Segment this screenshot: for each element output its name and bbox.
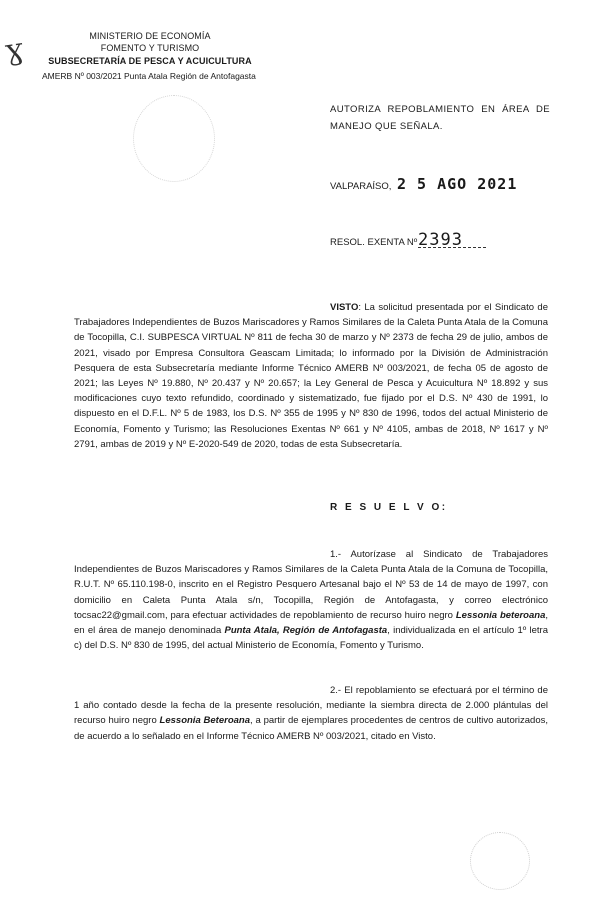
point2-text-b: , a partir de ejemplares procedentes de centros de cultivo autorizados, de acuerdo a lo señalado en el Informe Técnico AMERB Nº 003/2021, citado en Visto. xyxy=(74,715,548,742)
point1-text-a: 1.- Autorízase al Sindicato de Trabajadores Independientes de Buzos Mariscadores y Ramos Similares de la Caleta Punta Atala de la Comuna de Tocopilla, R.U.T. Nº 65.110.198-0, inscrito en el Registro Pesquero Artesanal bajo el Nº 53 de 14 de mayo de 1997, con domicilio en Caleta Punta Atala s/n, Tocopilla, Región de Antofagasta, y correo electrónico tocsac22@gmail.com, para efectuar actividades de repoblamiento de recurso huiro negro xyxy=(74,549,548,621)
point2-species: Lessonia Beteroana xyxy=(159,715,251,727)
faint-stamp-seal xyxy=(133,95,215,182)
resolution-number: 2393 xyxy=(418,230,463,250)
point1-text-b: , en el área de manejo denominada xyxy=(74,609,548,637)
subsecretariat-name: SUBSECRETARÍA DE PESCA Y ACUICULTURA xyxy=(48,56,252,66)
resolution-point-2 xyxy=(74,683,548,744)
faint-stamp-bottom xyxy=(470,832,530,890)
point2-text-a: 2.- El repoblamiento se efectuará por el término de 1 año contado desde la fecha de la presente resolución, mediante la siembra directa de 2.000 plántulas del recurso huiro negro xyxy=(74,685,548,727)
resolution-number-underline xyxy=(418,247,486,248)
point1-area: Punta Atala, Región de Antofagasta xyxy=(224,625,388,637)
visto-paragraph xyxy=(74,300,548,452)
resolution-date: 2 5 AGO 2021 xyxy=(397,175,518,193)
ministry-name: MINISTERIO DE ECONOMÍA xyxy=(89,31,211,41)
document-reference: AMERB Nº 003/2021 Punta Atala Región de Antofagasta xyxy=(42,71,256,81)
visto-keyword: VISTO xyxy=(330,302,359,313)
ministry-subname: FOMENTO Y TURISMO xyxy=(100,43,200,53)
visto-text: : La solicitud presentada por el Sindicato de Trabajadores Independientes de Buzos Mariscadores y Ramos Similares de la Caleta Punta Atala de la Comuna de Tocopilla, C.I. SUBPESCA VIRTUAL Nº 811 de fecha 30 de marzo y Nº 2373 de fecha 29 de julio, ambos de 2021, visado por Empresa Consultora Geascam Limitada; lo informado por la División de Administración Pesquera de esta Subsecretaría mediante Informe Técnico AMERB Nº 003/2021, de fecha 05 de agosto de 2021; las Leyes Nº 19.880, Nº 20.437 y Nº 20.657; la Ley General de Pesca y Acuicultura Nº 18.892 y sus modificaciones cuyo texto refundido, coordinado y sistematizado, fue fijado por el D.S. Nº 430 de 1991, lo dispuesto en el D.F.L. Nº 5 de 1983, los D.S. Nº 355 de 1995 y Nº 830 de 1996, todos del actual Ministerio de Economía, Fomento y Turismo; las Resoluciones Exentas Nº 661 y Nº 4105, ambas de 2018, Nº 1617 y Nº 2791, ambas de 2019 y Nº E-2020-549 de 2020, todas de esta Subsecretaría. xyxy=(74,302,548,450)
point1-species: Lessonia beteroana xyxy=(455,609,546,621)
resolution-point-1 xyxy=(74,547,548,653)
point1-text-c: , individualizada en el artículo 1º letra c) del D.S. Nº 830 de 1995, del actual Ministerio de Economía, Fomento y Turismo. xyxy=(74,625,548,652)
resuelvo-heading: R E S U E L V O: xyxy=(330,502,448,513)
resolution-title: AUTORIZA REPOBLAMIENTO EN ÁREA DE MANEJO QUE SEÑALA. xyxy=(330,104,550,132)
handwritten-mark: Ɣ xyxy=(4,38,27,72)
resolution-label: RESOL. EXENTA Nº xyxy=(330,237,418,248)
place-label: VALPARAÍSO, xyxy=(330,181,392,192)
